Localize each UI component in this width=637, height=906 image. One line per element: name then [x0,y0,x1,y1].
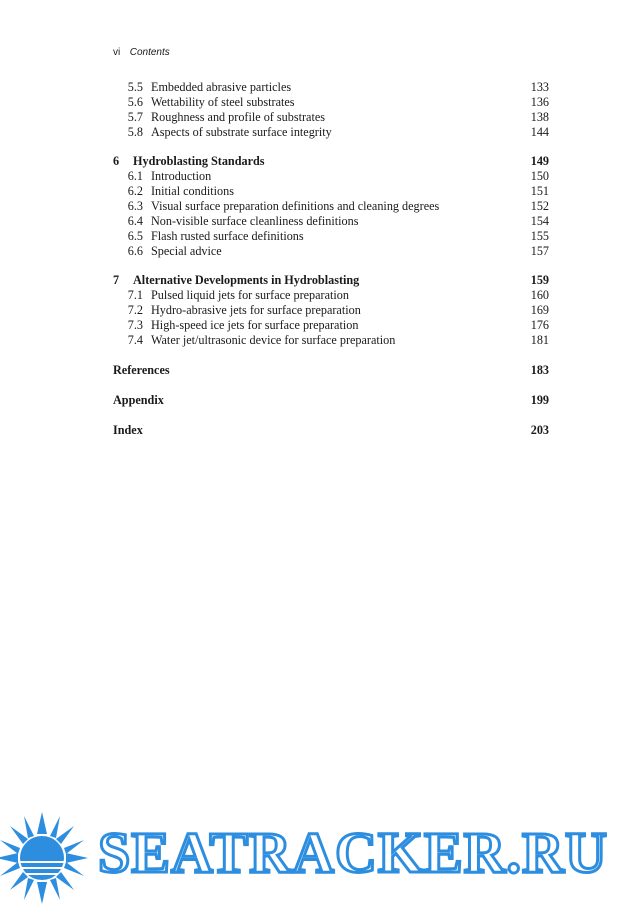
section-page: 144 [530,125,549,139]
toc-section-row[interactable] [113,303,549,318]
section-title: Initial conditions [151,184,234,198]
section-title: High-speed ice jets for surface preparation [151,318,359,332]
page-folio: vi [113,47,121,58]
toc-section-row[interactable] [113,125,549,140]
toc-chapter-row[interactable] [113,273,549,288]
toc-chapter-row[interactable] [113,154,549,169]
table-of-contents [113,80,549,438]
section-page: 150 [530,169,549,183]
back-matter-title: References [113,363,170,377]
section-number: 6.4 [127,214,143,228]
section-number: 6.1 [127,169,143,183]
section-title: Roughness and profile of substrates [151,110,325,124]
toc-references-row[interactable] [113,363,549,378]
running-head [113,47,170,58]
section-page: 160 [530,288,549,302]
toc-section-row[interactable] [113,214,549,229]
toc-section-row[interactable] [113,184,549,199]
section-title: Embedded abrasive particles [151,80,292,94]
chapter-title: Alternative Developments in Hydroblasting [133,273,360,287]
section-title: Hydro-abrasive jets for surface preparation [151,303,361,317]
section-number: 6.6 [127,244,143,258]
section-page: 152 [530,199,549,213]
back-matter-title: Index [113,423,143,437]
back-matter-page: 203 [530,423,549,437]
toc-section-row[interactable] [113,95,549,110]
section-number: 6.2 [127,184,143,198]
back-matter-page: 199 [530,393,549,407]
toc-section-row[interactable] [113,288,549,303]
toc-section-row[interactable] [113,110,549,125]
section-title: Water jet/ultrasonic device for surface preparation [151,333,396,347]
chapter-page: 149 [530,154,549,168]
section-page: 154 [530,214,549,228]
section-number: 6.5 [127,229,143,243]
section-number: 5.7 [127,110,143,124]
chapter-title: Hydroblasting Standards [133,154,265,168]
section-number: 5.5 [127,80,143,94]
section-title: Flash rusted surface definitions [151,229,304,243]
toc-appendix-row[interactable] [113,393,549,408]
section-number: 5.6 [127,95,143,109]
section-number: 6.3 [127,199,143,213]
toc-section-row[interactable] [113,229,549,244]
section-number: 7.2 [127,303,143,317]
section-number: 7.3 [127,318,143,332]
section-page: 181 [530,333,549,347]
section-title: Special advice [151,244,222,258]
toc-section-row[interactable] [113,80,549,95]
section-page: 155 [530,229,549,243]
toc-section-row[interactable] [113,199,549,214]
sun-logo-icon [0,808,100,906]
section-page: 136 [530,95,549,109]
section-page: 176 [530,318,549,332]
section-title: Introduction [151,169,212,183]
back-matter-page: 183 [530,363,549,377]
section-title: Pulsed liquid jets for surface preparation [151,288,349,302]
watermark-text: SEATRACKER.RU [98,820,608,885]
chapter-page: 159 [530,273,549,287]
section-title: Aspects of substrate surface integrity [151,125,332,139]
toc-section-row[interactable] [113,169,549,184]
running-head-title: Contents [129,47,170,58]
section-title: Wettability of steel substrates [151,95,295,109]
section-page: 157 [530,244,549,258]
section-number: 7.4 [127,333,143,347]
chapter-number: 7 [113,273,120,287]
toc-section-row[interactable] [113,244,549,259]
section-page: 169 [530,303,549,317]
section-title: Non-visible surface cleanliness definitions [151,214,359,228]
section-page: 151 [530,184,549,198]
watermark [0,808,637,906]
toc-section-row[interactable] [113,318,549,333]
chapter-number: 6 [113,154,120,168]
section-title: Visual surface preparation definitions and cleaning degrees [151,199,440,213]
section-number: 5.8 [127,125,143,139]
toc-index-row[interactable] [113,423,549,438]
section-number: 7.1 [127,288,143,302]
back-matter-title: Appendix [113,393,164,407]
section-page: 133 [530,80,549,94]
section-page: 138 [530,110,549,124]
toc-section-row[interactable] [113,333,549,348]
